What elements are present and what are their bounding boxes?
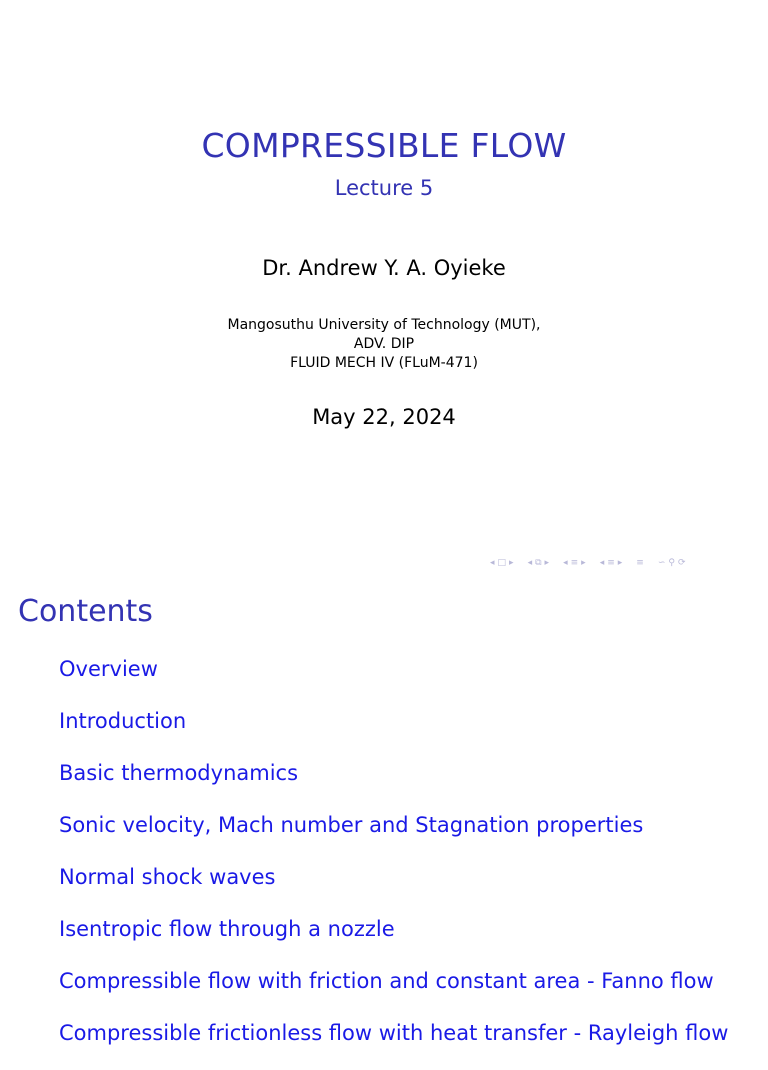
- nav-right-arrow-icon[interactable]: ▸: [509, 558, 514, 568]
- back-icon[interactable]: ⟳: [677, 558, 686, 568]
- presentation-subtitle: Lecture 5: [334, 176, 434, 200]
- document-icon[interactable]: ≡: [636, 558, 644, 568]
- institute-block: [0, 316, 768, 373]
- nav-right-arrow-icon[interactable]: ▸: [581, 558, 586, 568]
- section-icon[interactable]: ≡: [607, 558, 615, 568]
- presentation-title: COMPRESSIBLE FLOW: [201, 126, 567, 165]
- author-name: Dr. Andrew Y. A. Oyieke: [262, 256, 506, 280]
- table-of-contents: [59, 654, 728, 1070]
- nav-right-arrow-icon[interactable]: ▸: [617, 558, 623, 568]
- nav-right-arrow-icon[interactable]: ▸: [544, 558, 550, 568]
- search-icon[interactable]: ∽: [657, 558, 666, 568]
- toc-item-introduction[interactable]: Introduction: [59, 709, 187, 733]
- contents-slide: [0, 576, 768, 1045]
- toc-item-sonic-velocity[interactable]: Sonic velocity, Mach number and Stagnation properties: [59, 813, 644, 837]
- frame-icon[interactable]: □: [497, 558, 507, 568]
- toc-item-isentropic-flow[interactable]: Isentropic flow through a nozzle: [59, 917, 395, 941]
- toc-item-basic-thermodynamics[interactable]: Basic thermodynamics: [59, 761, 299, 785]
- institute-line: FLUID MECH IV (FLuM-471): [290, 355, 478, 371]
- toc-item-fanno-flow[interactable]: Compressible flow with friction and constant area - Fanno flow: [59, 969, 714, 993]
- zoom-icon[interactable]: ⚲: [668, 558, 675, 568]
- nav-left-arrow-icon[interactable]: ◂: [527, 558, 533, 568]
- institute-line: ADV. DIP: [353, 336, 415, 352]
- presentation-date: May 22, 2024: [312, 405, 456, 429]
- toc-item-overview[interactable]: Overview: [59, 657, 158, 681]
- toc-item-normal-shock-waves[interactable]: Normal shock waves: [59, 865, 276, 889]
- nav-left-arrow-icon[interactable]: ◂: [599, 558, 605, 568]
- nav-left-arrow-icon[interactable]: ◂: [563, 558, 568, 568]
- beamer-navigation-bar: [490, 556, 686, 570]
- subsection-icon[interactable]: ⧉: [535, 558, 542, 568]
- nav-left-arrow-icon[interactable]: ◂: [490, 558, 495, 568]
- toc-item-rayleigh-flow[interactable]: Compressible frictionless flow with heat transfer - Rayleigh flow: [59, 1021, 729, 1045]
- section-icon[interactable]: ≡: [570, 558, 579, 568]
- contents-heading: Contents: [18, 594, 153, 629]
- institute-line: Mangosuthu University of Technology (MUT),: [227, 317, 541, 333]
